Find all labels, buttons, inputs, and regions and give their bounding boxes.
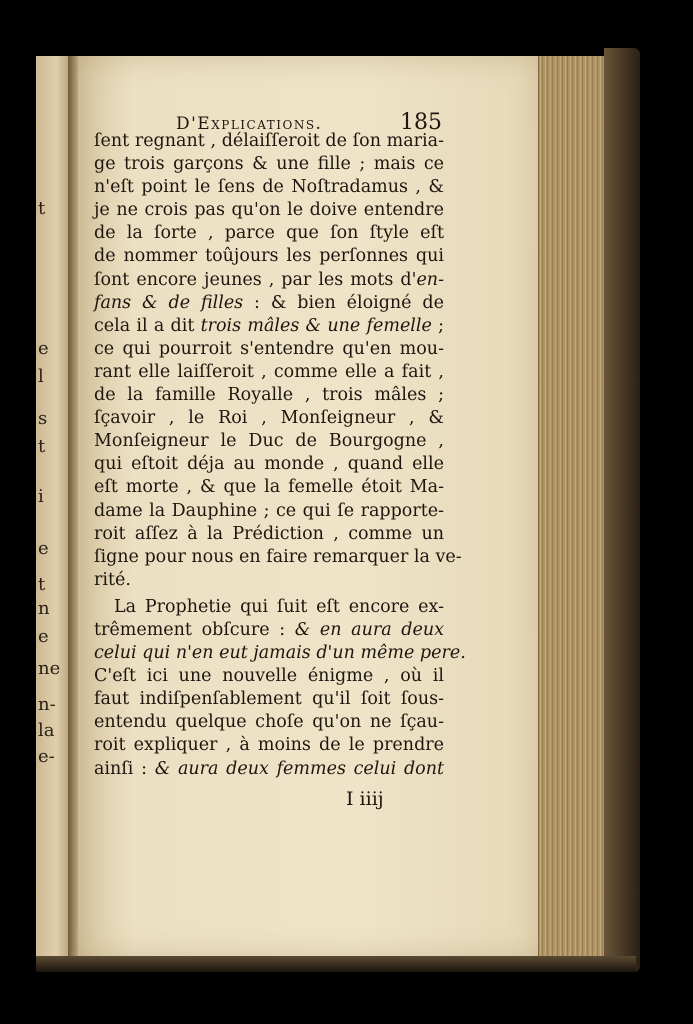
- left-page-fragment: la: [38, 720, 55, 741]
- left-page-fragment: t: [38, 436, 46, 457]
- left-page-fragment: e: [38, 626, 49, 647]
- text-segment: faut indiſpenſablement qu'il ſoit ſous-: [94, 689, 444, 710]
- text-line: [94, 430, 444, 453]
- left-page-fragment: n: [38, 598, 50, 619]
- text-line: [94, 500, 444, 523]
- text-segment: trêmement obſcure :: [94, 619, 295, 640]
- signature-mark: I iiij: [346, 788, 384, 810]
- text-segment: qui eſtoit déja au monde , quand elle: [94, 454, 444, 475]
- text-segment: entendu quelque choſe qu'on ne ſçau-: [94, 712, 444, 733]
- text-line: [94, 199, 444, 222]
- text-line: [94, 569, 444, 592]
- italic-segment: trois mâles & une femelle: [200, 315, 432, 336]
- text-line: [94, 688, 444, 711]
- text-line: [94, 758, 444, 781]
- left-page-fragment: t: [38, 198, 46, 219]
- text-line: [94, 619, 444, 642]
- text-segment: Monſeigneur le Duc de Bourgogne ,: [94, 431, 444, 452]
- text-line: [94, 523, 444, 546]
- running-head: D'Explications.: [176, 114, 323, 134]
- left-page-fragment: e-: [38, 746, 55, 767]
- text-line: [94, 269, 444, 292]
- page-edges: [538, 56, 609, 968]
- left-page-fragment: n-: [38, 694, 56, 715]
- text-segment: rant elle laiſſeroit , comme elle a fait ,: [94, 361, 444, 382]
- text-segment: ſigne pour nous en faire remarquer la ve-: [94, 546, 462, 567]
- italic-segment: fans & de filles: [94, 292, 244, 313]
- text-segment: de la ſorte , parce que ſon ſtyle eſt: [94, 223, 444, 244]
- text-line: [94, 453, 444, 476]
- text-segment: n'eſt point le ſens de Noſtradamus , &: [94, 177, 444, 198]
- italic-segment: & en aura deux: [294, 619, 444, 640]
- page-number: 185: [400, 110, 442, 135]
- left-facing-page: [36, 56, 72, 958]
- text-segment: C'eſt ici une nouvelle énigme , où il: [94, 666, 444, 687]
- text-line: [94, 546, 462, 569]
- left-page-fragment: l: [38, 366, 44, 387]
- left-page-fragment: e: [38, 538, 49, 559]
- text-line: [94, 338, 444, 361]
- text-segment: ;: [431, 315, 444, 336]
- text-segment: roit expliquer , à moins de le prendre: [94, 735, 444, 756]
- text-segment: rité.: [94, 569, 131, 590]
- text-line: [94, 361, 444, 384]
- italic-segment: & aura deux femmes celui dont: [154, 758, 444, 779]
- text-segment: La Prophetie qui ſuit eſt encore ex-: [114, 596, 444, 617]
- text-line: [94, 665, 444, 688]
- text-line: [94, 734, 444, 757]
- text-line: [94, 384, 444, 407]
- text-line: [94, 153, 444, 176]
- text-segment: roit aſſez à la Prédiction , comme un: [94, 523, 444, 544]
- text-line: [94, 711, 444, 734]
- text-segment: ſent regnant , délaiſſeroit de ſon maria-: [94, 131, 444, 151]
- text-segment: : & bien éloigné de: [243, 292, 444, 313]
- book-cover-edge: [604, 48, 640, 972]
- text-segment: ainſi :: [94, 758, 155, 779]
- bottom-shadow: [36, 956, 636, 972]
- text-segment: eſt morte , & que la femelle étoit Ma-: [94, 477, 444, 498]
- text-line: [94, 476, 444, 499]
- text-segment: ge trois garçons & une fille ; mais ce: [94, 154, 444, 175]
- text-segment: dame la Dauphine ; ce qui ſe rapporte-: [94, 500, 444, 521]
- text-line: [94, 642, 466, 665]
- text-line: [94, 315, 444, 338]
- left-page-fragment: ne: [38, 658, 61, 679]
- text-line: [94, 292, 444, 315]
- left-page-fragment: e: [38, 338, 49, 359]
- text-line: [94, 130, 444, 153]
- text-line: [94, 176, 444, 199]
- italic-segment: en-: [416, 269, 444, 290]
- text-line: [94, 407, 444, 430]
- text-segment: ſçavoir , le Roi , Monſeigneur , &: [94, 408, 444, 429]
- text-line: [94, 245, 444, 268]
- body-text: [94, 130, 466, 781]
- left-page-fragment: i: [38, 486, 44, 507]
- text-segment: ce qui pourroit s'entendre qu'en mou-: [94, 338, 444, 359]
- text-segment: ſont encore jeunes , par les mots d': [94, 269, 417, 290]
- text-segment: de la famille Royalle , trois mâles ;: [94, 385, 444, 406]
- text-segment: de nommer toûjours les perſonnes qui: [94, 246, 444, 267]
- left-page-fragment: s: [38, 408, 48, 429]
- text-segment: je ne crois pas qu'on le doive entendre: [94, 200, 444, 221]
- text-line: [94, 222, 444, 245]
- text-line: [94, 596, 444, 619]
- left-page-fragment: t: [38, 574, 46, 595]
- italic-segment: celui qui n'en eut jamais d'un même pere.: [94, 643, 466, 664]
- text-segment: cela il a dit: [94, 315, 201, 336]
